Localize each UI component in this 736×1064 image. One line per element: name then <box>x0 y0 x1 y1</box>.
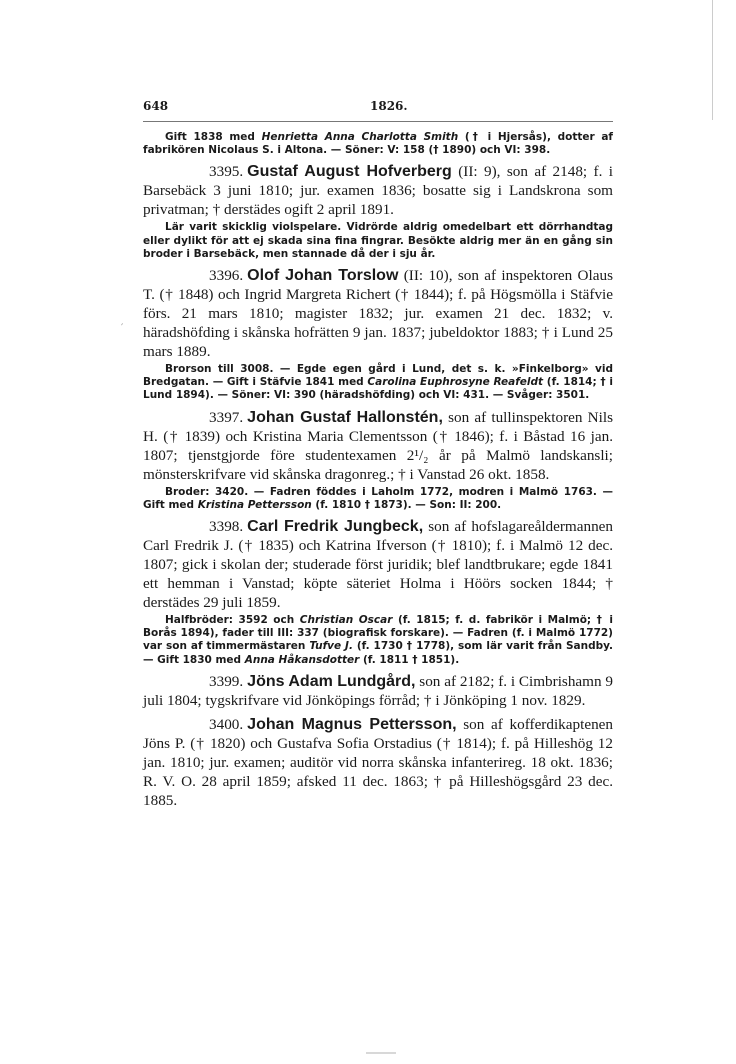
note-person-name: Kristina Pettersson <box>197 498 312 511</box>
page-number: 648 <box>143 99 169 113</box>
entry-name: Gustaf August Hofverberg <box>247 163 452 181</box>
entry-name: Jöns Adam Lundgård, <box>247 672 416 690</box>
entry-3395 <box>143 162 613 261</box>
entry-name: Johan Gustaf Hallonstén, <box>247 408 443 426</box>
entry-note <box>143 363 613 403</box>
entry-text: son af hofslagareåldermannen Carl Fredrik J. († 1835) och Katrina Ifverson († 1810); f. i Malmö 12 dec. 1807; gick i skolan der; studerade först juridik; blef landtbrukare; egde 1841 ett hemman i Vanstad; köpte säteriet Holma i Höörs socken 1844; † derstädes 29 juli 1859. <box>143 518 614 612</box>
intro-text: († i Hjersås), dotter af fabrikören Nicolaus S. i Altona. — Söner: V: 158 († 1890) och VI: 398. <box>143 131 613 157</box>
entry-body <box>143 162 613 219</box>
running-header <box>143 99 613 117</box>
entry-number: 3395. <box>209 163 244 181</box>
entry-number: 3397. <box>209 408 244 426</box>
note-text: Lär varit skicklig violspelare. Vidrörde aldrig omedelbart ett dörrhandtag eller dylikt för att ej skada sina fina fingrar. Besökte aldrig mer än en gång sin broder i Barsebäck, men stannade då der i sju år. <box>143 221 613 260</box>
entry-3396 <box>143 266 613 403</box>
entry-3398 <box>143 517 613 667</box>
entry-body <box>143 266 613 361</box>
header-year: 1826. <box>370 99 408 113</box>
intro-note <box>143 131 613 157</box>
entry-number: 3396. <box>209 267 244 285</box>
note-text: (f. 1810 † 1873). — Son: II: 200. <box>311 498 502 511</box>
header-rule <box>143 121 613 122</box>
entry-text: son af kofferdikaptenen Jöns P. († 1820) och Gustafva Sofia Orstadius († 1814); f. på Hilleshög 12 jan. 1810; jur. examen; auditör vid norra skånska infanterireg. 18 okt. 1836; R. V. O. 28 april 1859; afsked 11 dec. 1863; † på Hilleshögsgård 23 dec. 1885. <box>143 715 613 809</box>
intro-text: Gift 1838 med <box>165 131 262 143</box>
entry-3400 <box>143 715 613 810</box>
entry-name: Carl Fredrik Jungbeck, <box>247 518 424 536</box>
entry-body <box>143 517 613 612</box>
note-person-name: Tufve J. <box>309 640 353 653</box>
note-person-name: Anna Håkansdotter <box>244 653 360 666</box>
entry-note <box>143 221 613 261</box>
entry-text: (II: 10), son af inspektoren Olaus T. († 1848) och Ingrid Margreta Richert († 1844); f. på Högsmölla i Stäfvie förs. 21 mars 1810; magister 1832; jur. examen 21 dec. 1832; v. häradshöfding i skånska hofrätten 9 jan. 1837; jubeldoktor 1883; † i Lund 25 mars 1889. <box>143 267 613 361</box>
entry-name: Olof Johan Torslow <box>247 267 399 285</box>
note-text: Brorson till 3008. — Egde egen gård i Lund, det s. k. »Finkelborg» vid Bredgatan. — Gift i Stäfvie 1841 med <box>143 363 613 389</box>
entry-number: 3398. <box>209 518 244 536</box>
entry-text: (II: 9), son af 2148; f. i Barsebäck 3 juni 1810; jur. examen 1836; bosatte sig i Landskrona som privatman; † derstädes ogift 2 april 1891. <box>143 163 614 219</box>
entry-body <box>143 672 613 710</box>
note-text: (f. 1730 † 1778), som lär varit från Sandby. — Gift 1830 med <box>143 640 614 666</box>
entry-name: Johan Magnus Pettersson, <box>247 715 457 733</box>
entry-body <box>143 715 613 810</box>
entry-body <box>143 408 613 484</box>
entry-3397 <box>143 408 613 512</box>
note-person-name: Carolina Euphrosyne Reafeldt <box>367 376 544 389</box>
entry-text: son af tullinspektoren Nils H. († 1839) och Kristina Maria Clementsson († 1846); f. i Båstad 16 jan. 1807; tjenstgjorde före studentexamen 2¹/₂ år på Malmö landskansli; mönsterskrifvare vid skånska dragonreg.; † i Vanstad 26 okt. 1858. <box>143 408 613 483</box>
entry-number: 3400. <box>209 715 244 733</box>
page-content <box>143 131 613 810</box>
note-text: (f. 1814; † i Lund 1894). — Söner: VI: 390 (häradshöfding) och VI: 431. — Svåger: 3501. <box>143 376 613 402</box>
entry-text: son af 2182; f. i Cimbrishamn 9 juli 1804; tygskrifvare vid Jönköpings förråd; † i Jönköping 1 nov. 1829. <box>143 672 613 709</box>
note-person-name: Christian Oscar <box>299 614 393 627</box>
entry-number: 3399. <box>209 672 244 690</box>
print-smudge <box>366 1052 396 1054</box>
entry-3399 <box>143 672 613 710</box>
note-text: (f. 1815; f. d. fabrikör i Malmö; † i Borås 1894), fader till III: 337 (biografisk forskare). — Fadren (f. i Malmö 1772) var son af timmermästaren <box>143 614 613 653</box>
note-text: (f. 1811 † 1851). <box>359 653 460 666</box>
entry-note <box>143 614 613 667</box>
note-text: Broder: 3420. — Fadren föddes i Laholm 1772, modren i Malmö 1763. — Gift med <box>143 485 613 511</box>
entry-note <box>143 486 613 512</box>
intro-spouse-name: Henrietta Anna Charlotta Smith <box>261 131 459 143</box>
note-text: Halfbröder: 3592 och <box>165 614 300 627</box>
margin-mark: ′ <box>121 323 124 334</box>
edge-mark <box>712 0 713 120</box>
